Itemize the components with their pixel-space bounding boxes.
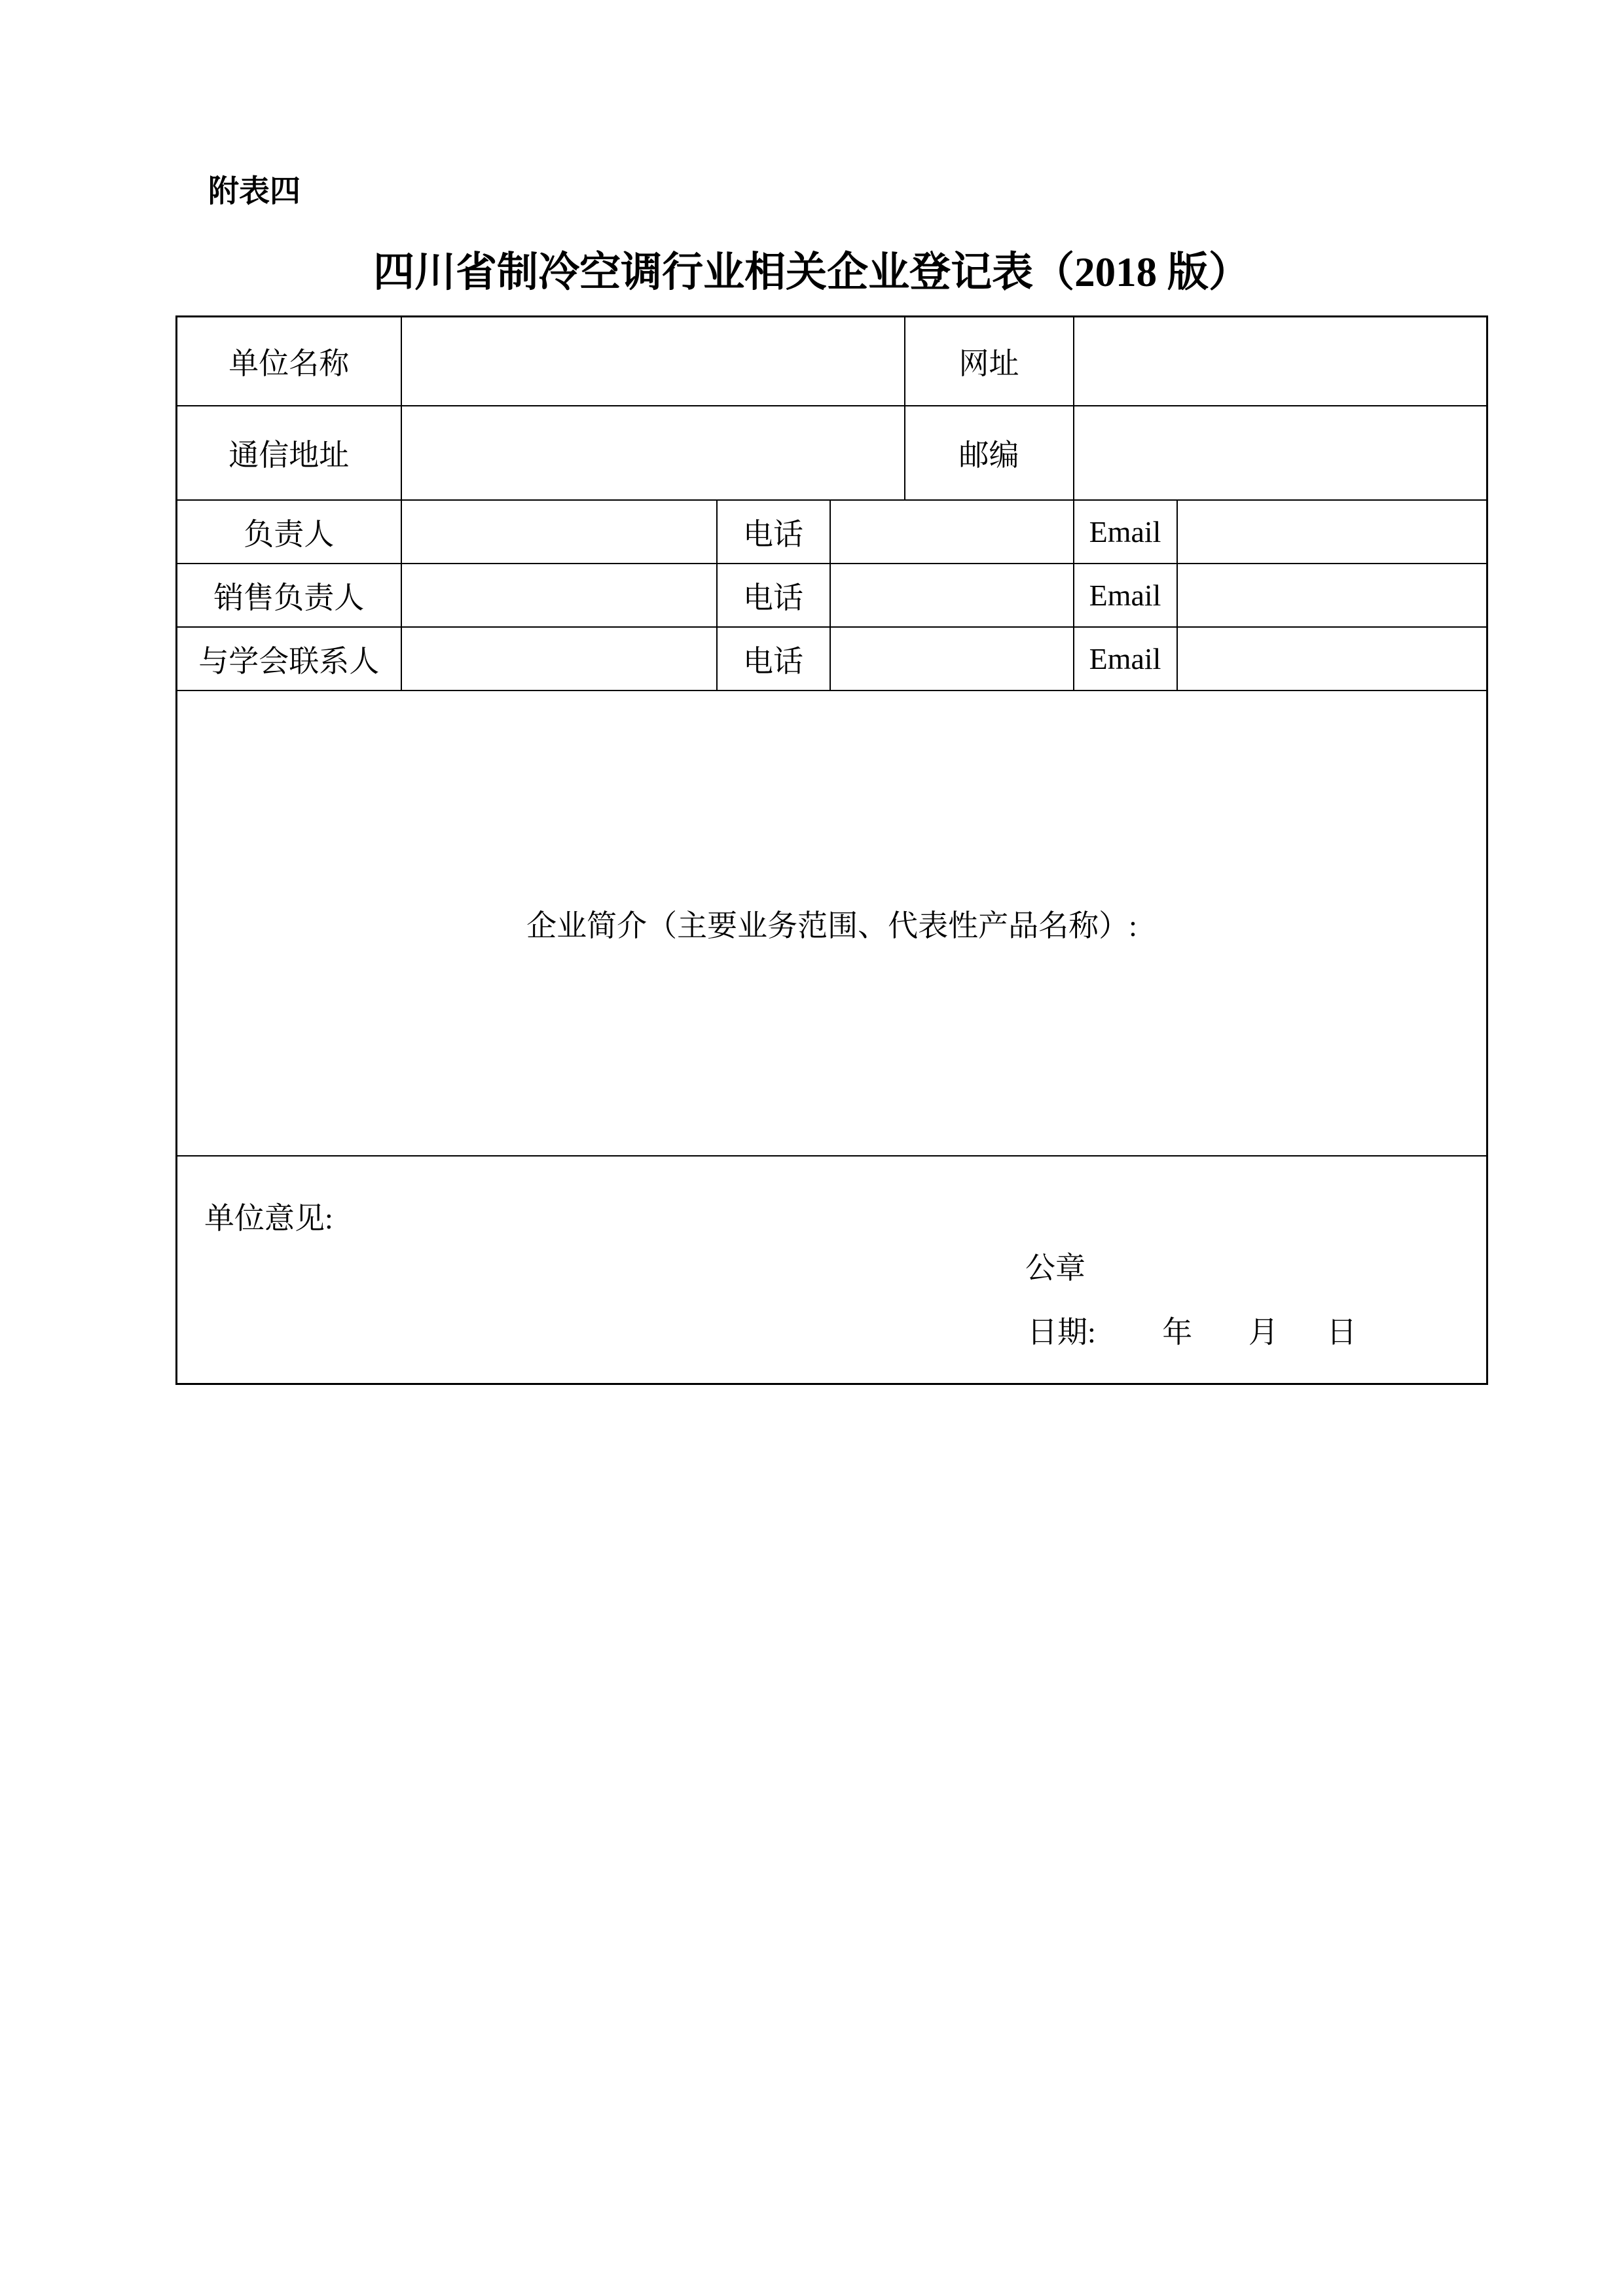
society-contact-phone-input[interactable] — [830, 627, 1074, 691]
page-title: 四川省制冷空调行业相关企业登记表（2018 版） — [373, 249, 1250, 295]
principal-label: 负责人 — [177, 500, 401, 564]
unit-name-input[interactable] — [401, 317, 905, 406]
postcode-input[interactable] — [1074, 406, 1487, 500]
table-row — [177, 564, 1487, 627]
postcode-label: 邮编 — [905, 406, 1074, 500]
mailing-address-label: 通信地址 — [177, 406, 401, 500]
principal-email-input[interactable] — [1177, 500, 1487, 564]
table-row — [177, 627, 1487, 691]
principal-email-label: Email — [1074, 500, 1177, 564]
society-contact-email-label: Email — [1074, 627, 1177, 691]
table-row — [177, 500, 1487, 564]
company-profile-heading: 企业简介（主要业务范围、代表性产品名称）: — [526, 908, 1137, 942]
mailing-address-input[interactable] — [401, 406, 905, 500]
date-line — [1027, 1308, 1357, 1352]
principal-phone-input[interactable] — [830, 500, 1074, 564]
registration-form-table — [175, 315, 1488, 1385]
month-label: 月 — [1248, 1316, 1279, 1349]
website-label: 网址 — [905, 317, 1074, 406]
society-contact-phone-label: 电话 — [717, 627, 830, 691]
sales-principal-email-label: Email — [1074, 564, 1177, 627]
principal-phone-label: 电话 — [717, 500, 830, 564]
society-contact-name-input[interactable] — [401, 627, 717, 691]
principal-name-input[interactable] — [401, 500, 717, 564]
company-profile-input[interactable] — [177, 691, 1487, 1156]
unit-opinion-input[interactable] — [177, 1156, 1487, 1384]
society-contact-email-input[interactable] — [1177, 627, 1487, 691]
year-label: 年 — [1162, 1316, 1193, 1349]
society-contact-label: 与学会联系人 — [177, 627, 401, 691]
table-row — [177, 691, 1487, 1156]
attachment-label: 附表四 — [208, 175, 301, 209]
day-label: 日 — [1326, 1316, 1357, 1349]
sales-principal-phone-input[interactable] — [830, 564, 1074, 627]
official-seal-label: 公章 — [1025, 1251, 1085, 1285]
table-row — [177, 317, 1487, 406]
sales-principal-email-input[interactable] — [1177, 564, 1487, 627]
website-input[interactable] — [1074, 317, 1487, 406]
date-label: 日期: — [1027, 1316, 1096, 1349]
table-row — [177, 406, 1487, 500]
unit-opinion-label: 单位意见: — [204, 1202, 333, 1235]
unit-name-label: 单位名称 — [177, 317, 401, 406]
sales-principal-name-input[interactable] — [401, 564, 717, 627]
table-row — [177, 1156, 1487, 1384]
sales-principal-label: 销售负责人 — [177, 564, 401, 627]
sales-principal-phone-label: 电话 — [717, 564, 830, 627]
